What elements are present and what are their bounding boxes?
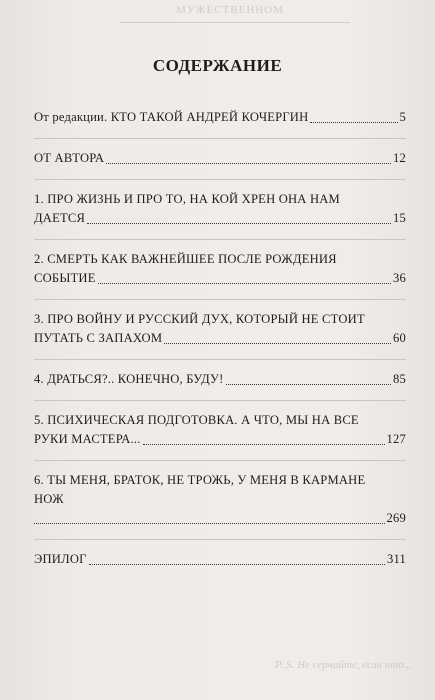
toc-entry[interactable] bbox=[34, 411, 406, 449]
toc-entry[interactable] bbox=[34, 190, 406, 228]
toc-entry-title-line: НОЖ bbox=[34, 492, 64, 506]
divider bbox=[34, 239, 406, 240]
toc-page-number: 36 bbox=[393, 271, 406, 285]
toc-page-number: 12 bbox=[393, 151, 406, 165]
toc-entry[interactable] bbox=[34, 550, 406, 569]
toc-page-number: 60 bbox=[393, 331, 406, 345]
running-head: МУЖЕСТВЕННОМ bbox=[176, 4, 284, 16]
dot-leader bbox=[106, 162, 391, 164]
toc-entry[interactable] bbox=[34, 310, 406, 348]
dot-leader bbox=[226, 383, 391, 385]
divider bbox=[34, 138, 406, 139]
header-rule bbox=[120, 22, 350, 23]
toc-entry[interactable] bbox=[34, 108, 406, 127]
dot-leader bbox=[143, 443, 385, 445]
toc-entry-title: От редакции. КТО ТАКОЙ АНДРЕЙ КОЧЕРГИН bbox=[34, 110, 309, 124]
toc-entry-title: ЭПИЛОГ bbox=[34, 552, 87, 566]
dot-leader bbox=[310, 121, 397, 123]
toc-page-number: 127 bbox=[386, 432, 406, 446]
dot-leader bbox=[87, 222, 391, 224]
toc-entry[interactable] bbox=[34, 149, 406, 168]
toc-entry-title: 4. ДРАТЬСЯ?.. КОНЕЧНО, БУДУ! bbox=[34, 372, 224, 386]
table-of-contents bbox=[34, 96, 406, 569]
toc-page-number: 15 bbox=[393, 211, 406, 225]
toc-entry[interactable] bbox=[34, 471, 406, 528]
toc-entry-title-line: 3. ПРО ВОЙНУ И РУССКИЙ ДУХ, КОТОРЫЙ НЕ СТОИТ bbox=[34, 312, 365, 326]
toc-entry-title-line: 1. ПРО ЖИЗНЬ И ПРО ТО, НА КОЙ ХРЕН ОНА НАМ bbox=[34, 192, 340, 206]
divider bbox=[34, 460, 406, 461]
page-title: СОДЕРЖАНИЕ bbox=[152, 56, 283, 75]
toc-page-number: 311 bbox=[386, 552, 406, 566]
toc-entry[interactable] bbox=[34, 370, 406, 389]
dot-leader bbox=[98, 282, 391, 284]
toc-page-number: 5 bbox=[399, 110, 406, 124]
dot-leader bbox=[89, 563, 385, 565]
toc-entry-title: СОБЫТИЕ bbox=[34, 271, 96, 285]
toc-entry-title-line: 6. ТЫ МЕНЯ, БРАТОК, НЕ ТРОЖЬ, У МЕНЯ В КАРМАНЕ bbox=[34, 473, 366, 487]
toc-entry-title: ДАЕТСЯ bbox=[34, 211, 86, 225]
divider bbox=[34, 359, 406, 360]
toc-entry-title: ОТ АВТОРА bbox=[34, 151, 105, 165]
toc-entry-title-line: 2. СМЕРТЬ КАК ВАЖНЕЙШЕЕ ПОСЛЕ РОЖДЕНИЯ bbox=[34, 252, 337, 266]
toc-entry-title: ПУТАТЬ С ЗАПАХОМ bbox=[34, 331, 163, 345]
divider bbox=[34, 179, 406, 180]
toc-page-number: 269 bbox=[386, 511, 406, 525]
divider bbox=[34, 400, 406, 401]
toc-entry[interactable] bbox=[34, 250, 406, 288]
toc-entry-title: РУКИ МАСТЕРА... bbox=[34, 432, 141, 446]
divider bbox=[34, 299, 406, 300]
toc-page-number: 85 bbox=[393, 372, 406, 386]
dot-leader bbox=[164, 342, 391, 344]
toc-entry-title-line: 5. ПСИХИЧЕСКАЯ ПОДГОТОВКА. А ЧТО, МЫ НА ВСЕ bbox=[34, 413, 359, 427]
bleed-through-footer: Р. S. Не серчайте, если что... bbox=[275, 659, 412, 671]
dot-leader bbox=[34, 522, 385, 524]
divider bbox=[34, 539, 406, 540]
